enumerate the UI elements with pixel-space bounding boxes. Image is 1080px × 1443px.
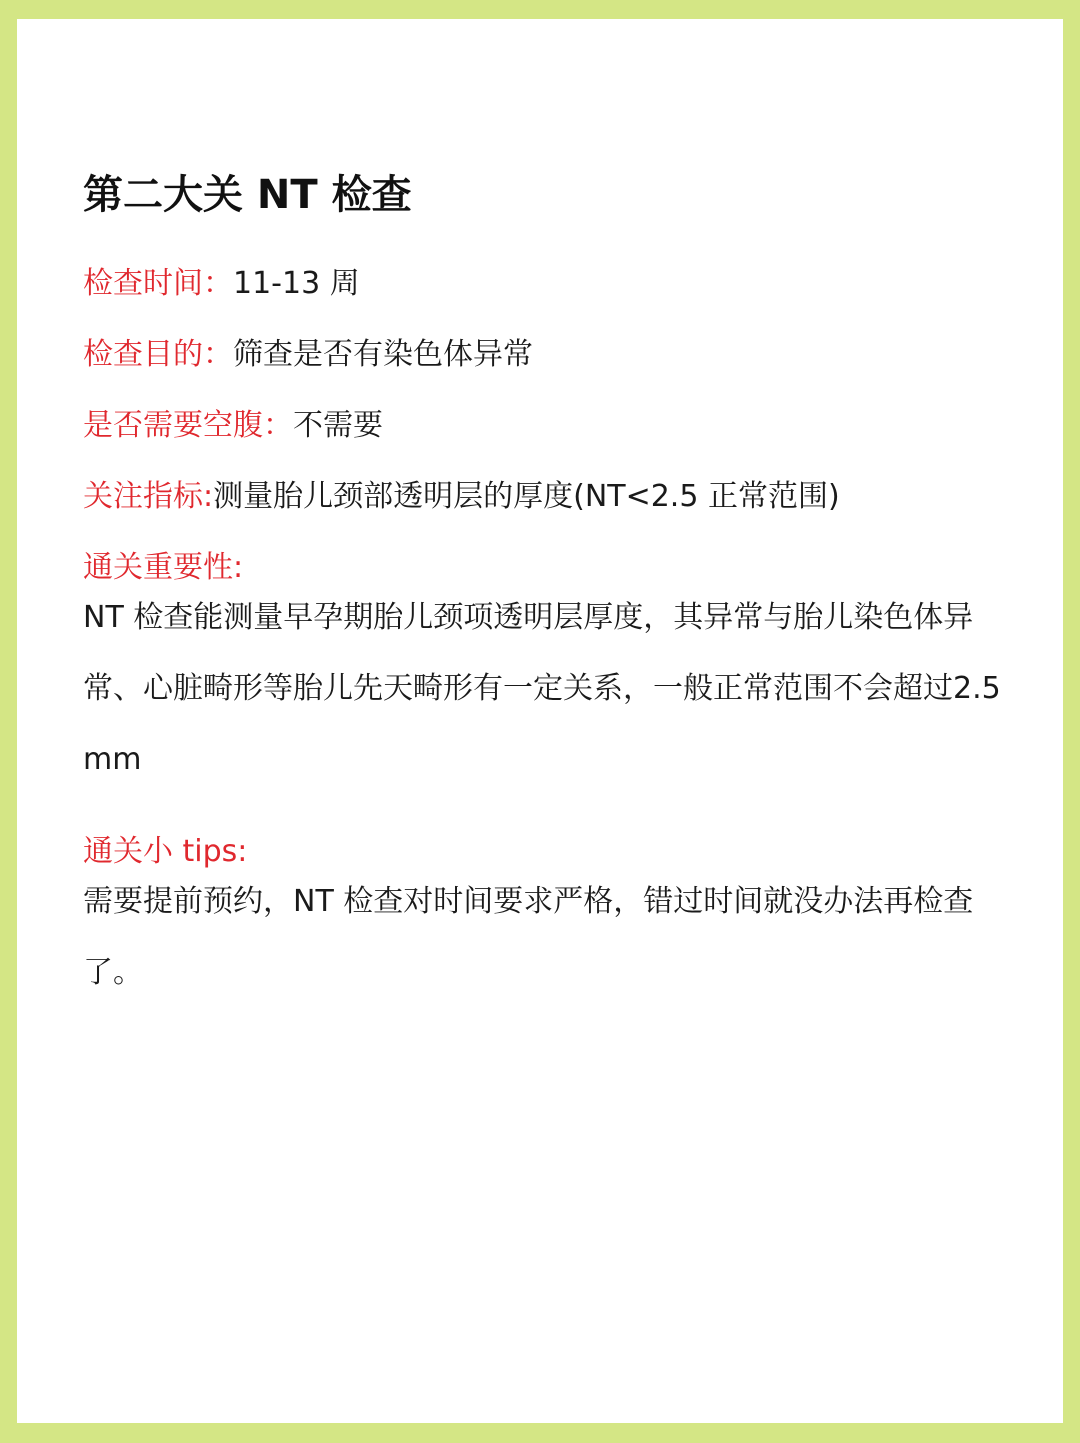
tips-paragraph: 需要提前预约，NT 检查对时间要求严格，错过时间就没办法再检查了。 — [83, 884, 974, 990]
field-indicator — [83, 475, 840, 519]
field-value: 不需要 — [293, 408, 383, 443]
field-label: 检查时间： — [83, 266, 233, 301]
field-check-time — [83, 262, 360, 306]
importance-paragraph: NT 检查能测量早孕期胎儿颈项透明层厚度，其异常与胎儿染色体异常、心脏畸形等胎儿先天畸形有一定关系，一般正常范围不会超过2.5mm — [83, 600, 1001, 777]
field-value: 测量胎儿颈部透明层的厚度(NT<2.5 正常范围) — [213, 479, 840, 514]
field-value: 筛查是否有染色体异常 — [233, 337, 533, 372]
field-value: 11-13 周 — [233, 266, 360, 301]
content-card — [17, 19, 1063, 1423]
field-label: 是否需要空腹： — [83, 408, 293, 443]
page-title: 第二大关 NT 检查 — [83, 172, 412, 218]
section-label: 通关小 tips: — [83, 834, 248, 869]
field-label: 检查目的： — [83, 337, 233, 372]
field-fasting — [83, 404, 383, 448]
field-label: 关注指标: — [83, 479, 214, 514]
field-check-purpose — [83, 333, 533, 377]
section-label: 通关重要性: — [83, 550, 244, 585]
